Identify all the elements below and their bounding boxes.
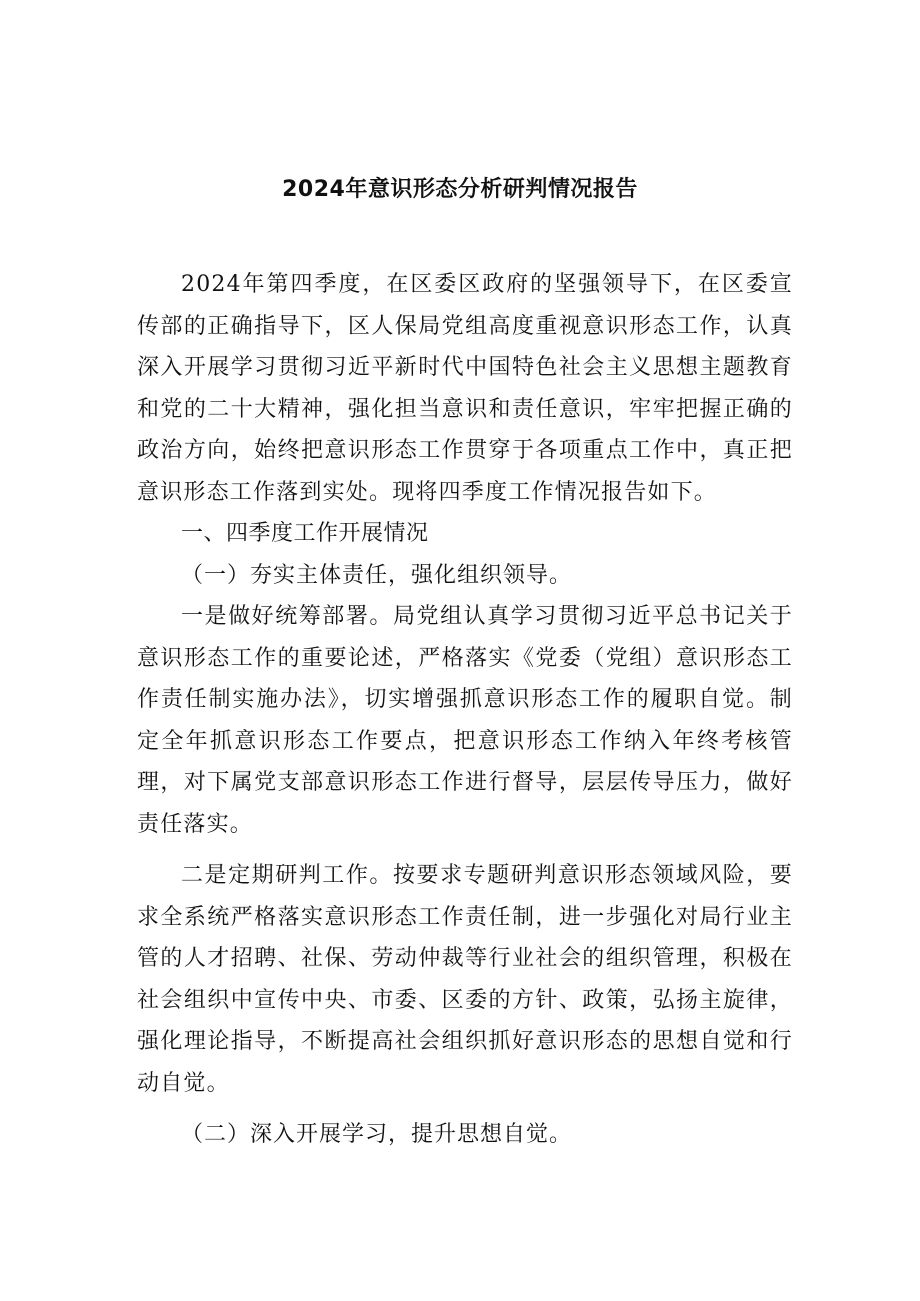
subsection-heading-2: （二）深入开展学习，提升思想自觉。 [181, 1122, 573, 1147]
intro-paragraph: 2024年第四季度，在区委区政府的坚强领导下，在区委宣传部的正确指导下，区人保局党组高度重视意识形态工作，认真深入开展学习贯彻习近平新时代中国特色社会主义思想主题教育和党的二十大精神，强化担当意识和责任意识，牢牢把握正确的政治方向，始终把意识形态工作贯穿于各项重点工作中，真正把意识形态工作落到实处。现将四季度工作情况报告如下。 [137, 272, 793, 505]
subsection-heading-1: （一）夯实主体责任，强化组织领导。 [181, 562, 573, 588]
section-heading-1: 一、四季度工作开展情况 [181, 521, 429, 546]
document-body [137, 264, 793, 1156]
paragraph-gap [137, 845, 793, 855]
point-paragraph-1: 一是做好统筹部署。局党组认真学习贯彻习近平总书记关于意识形态工作的重要论述，严格落实《党委（党组）意识形态工作责任制实施办法》，切实增强抓意识形态工作的履职自觉。制定全年抓意识形态工作要点，把意识形态工作纳入年终考核管理，对下属党支部意识形态工作进行督导，层层传导压力，做好责任落实。 [137, 604, 793, 837]
point-paragraph-2: 二是定期研判工作。按要求专题研判意识形态领域风险，要求全系统严格落实意识形态工作责任制，进一步强化对局行业主管的人才招聘、社保、劳动仲裁等行业社会的组织管理，积极在社会组织中宣传中央、市委、区委的方针、政策，弘扬主旋律，强化理论指导，不断提高社会组织抓好意识形态的思想自觉和行动自觉。 [137, 863, 793, 1096]
document-title: 2024年意识形态分析研判情况报告 [282, 177, 638, 202]
paragraph-gap [137, 1104, 793, 1114]
